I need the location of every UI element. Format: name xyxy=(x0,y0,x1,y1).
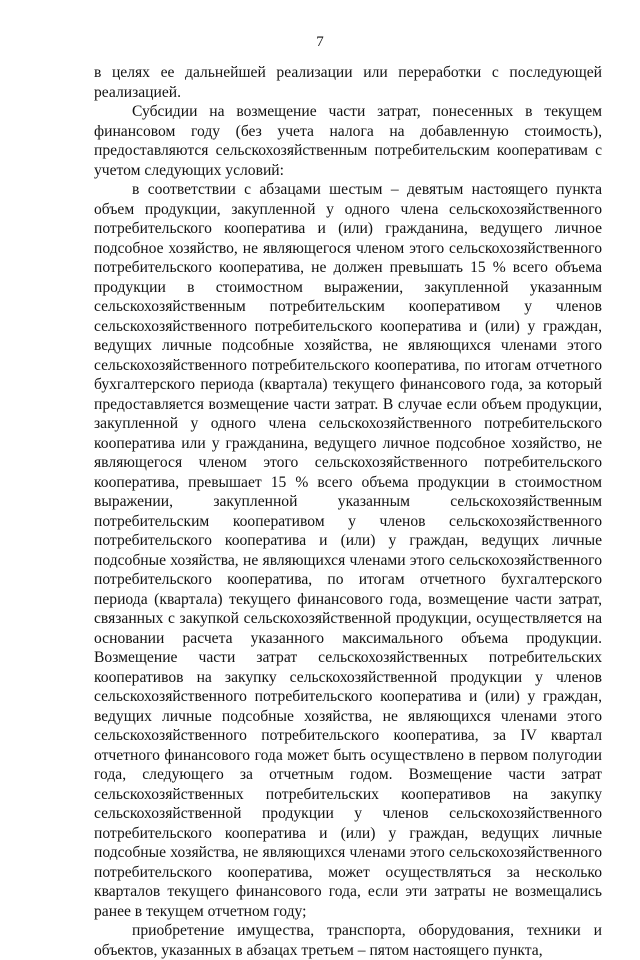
paragraph-2: Субсидии на возмещение части затрат, понесенных в текущем финансовом году (без учета налога на добавленную стоимость), предоставляются сельскохозяйственным потребительским кооперативам с учетом следующих условий: xyxy=(94,103,602,179)
paragraph-4: приобретение имущества, транспорта, оборудования, техники и объектов, указанных в абзацах третьем – пятом настоящего пункта, xyxy=(94,922,602,959)
paragraph-3: в соответствии с абзацами шестым – девятым настоящего пункта объем продукции, закупленной у одного члена сельскохозяйственного потребительского кооператива и (или) гражданина, ведущего личное подсобное хозяйство, не являющегося членом этого сельскохозяйственного потребительского кооператива, не должен превышать 15 % всего объема продукции в стоимостном выражении, закупленной указанным сельскохозяйственным потребительским кооперативом у членов сельскохозяйственного потребительского кооператива и (или) у граждан, ведущих личные подсобные хозяйства, не являющихся членами этого сельскохозяйственного потребительского кооператива, по итогам отчетного бухгалтерского периода (квартала) текущего финансового года, за который предоставляется возмещение части затрат. В случае если объем продукции, закупленной у одного члена сельскохозяйственного потребительского кооператива или у гражданина, ведущего личное подсобное хозяйство, не являющегося членом этого сельскохозяйственного потребительского кооператива, превышает 15 % всего объема продукции в стоимостном выражении, закупленной указанным сельскохозяйственным потребительским кооперативом у членов сельскохозяйственного потребительского кооператива и (или) у граждан, ведущих личные подсобные хозяйства, не являющихся членами этого сельскохозяйственного потребительского кооператива, по итогам отчетного бухгалтерского периода (квартала) текущего финансового года, возмещение части затрат, связанных с закупкой сельскохозяйственной продукции, осуществляется на основании расчета указанного максимального объема продукции. Возмещение части затрат сельскохозяйственных потребительских кооперативов на закупку сельскохозяйственной продукции у членов сельскохозяйственного потребительского кооператива и (или) у граждан, ведущих личные подсобные хозяйства, не являющихся членами этого сельскохозяйственного потребительского кооператива, за IV квартал отчетного финансового года может быть осуществлено в первом полугодии года, следующего за отчетным годом. Возмещение части затрат сельскохозяйственных потребительских кооперативов на закупку сельскохозяйственной продукции у членов сельскохозяйственного потребительского кооператива и (или) у граждан, ведущих личные подсобные хозяйства, не являющихся членами этого сельскохозяйственного потребительского кооператива, может осуществляться за несколько кварталов текущего финансового года, если эти затраты не возмещались ранее в текущем отчетном году; xyxy=(94,181,602,920)
paragraph-1: в целях ее дальнейшей реализации или переработки с последующей реализацией. xyxy=(94,64,602,101)
page-number: 7 xyxy=(316,34,324,50)
document-body xyxy=(94,63,602,960)
